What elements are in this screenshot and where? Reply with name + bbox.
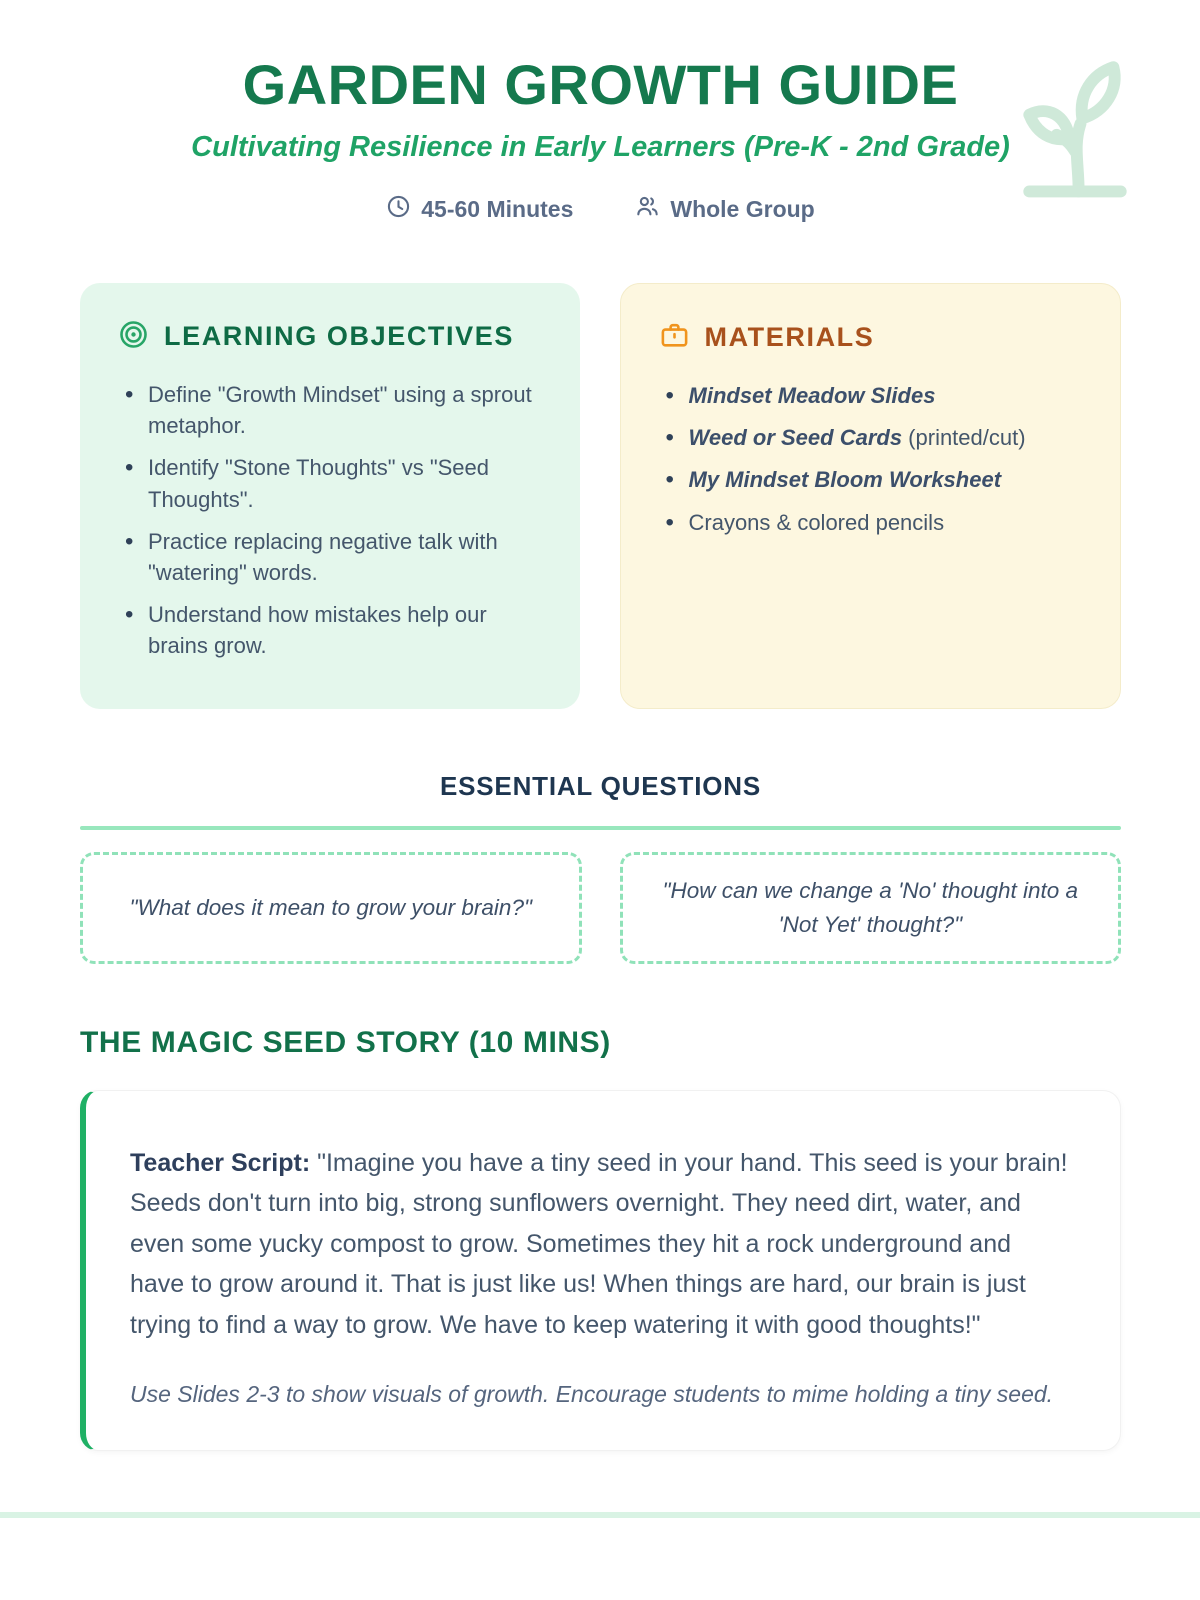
teacher-script-card [80, 1090, 1121, 1452]
clock-icon [386, 194, 411, 225]
page-title: GARDEN GROWTH GUIDE [242, 53, 959, 116]
question-text: "How can we change a 'No' thought into a 'Not Yet' thought?" [662, 877, 1079, 937]
grouping-meta [635, 194, 814, 225]
duration-meta [386, 194, 573, 225]
objectives-list [118, 379, 542, 662]
material-item [659, 507, 1083, 538]
page-bottom-divider [0, 1512, 1200, 1518]
info-boxes [80, 283, 1121, 709]
question-text: "What does it mean to grow your brain?" [129, 894, 532, 920]
material-name: Weed or Seed Cards [688, 425, 903, 451]
materials-box [620, 283, 1122, 709]
duration-label: 45-60 Minutes [421, 195, 574, 222]
learning-objectives-box [80, 283, 580, 709]
teacher-script-note: Use Slides 2-3 to show visuals of growth. Encourage students to mime holding a tiny seed. [130, 1381, 1054, 1408]
story-heading: THE MAGIC SEED STORY (10 MINS) [80, 1025, 611, 1059]
target-icon [118, 319, 149, 355]
teacher-script-paragraph [130, 1143, 1072, 1346]
header [80, 53, 1121, 225]
essential-questions-row [80, 852, 1121, 964]
essential-questions-heading: ESSENTIAL QUESTIONS [440, 770, 761, 801]
page-subtitle: Cultivating Resilience in Early Learners (Pre-K - 2nd Grade) [191, 130, 1010, 163]
question-card [620, 852, 1122, 964]
objective-item: • Practice replacing negative talk with "watering" words. [118, 526, 542, 588]
grouping-label: Whole Group [670, 195, 815, 222]
objective-item: • Understand how mistakes help our brains grow. [118, 599, 542, 661]
users-icon [635, 194, 660, 225]
section-divider [80, 826, 1121, 830]
magic-seed-story-section [80, 1026, 1121, 1452]
meta-row [80, 194, 1121, 225]
question-card [80, 852, 582, 964]
teacher-script-label: Teacher Script: [130, 1148, 311, 1177]
material-name: My Mindset Bloom Worksheet [688, 467, 1002, 493]
materials-title: MATERIALS [704, 322, 875, 353]
material-item [659, 380, 1083, 411]
material-item [659, 464, 1083, 495]
briefcase-icon [659, 320, 690, 356]
material-note: (printed/cut) [902, 425, 1026, 451]
objectives-title: LEARNING OBJECTIVES [164, 321, 514, 352]
essential-questions-section [80, 771, 1121, 964]
materials-list [659, 380, 1083, 538]
material-note: Crayons & colored pencils [688, 509, 945, 535]
material-name: Mindset Meadow Slides [688, 382, 936, 408]
material-item [659, 422, 1083, 453]
objective-item: • Identify "Stone Thoughts" vs "Seed Thoughts". [118, 452, 542, 514]
objective-item: • Define "Growth Mindset" using a sprout metaphor. [118, 379, 542, 441]
teacher-script-text: "Imagine you have a tiny seed in your hand. This seed is your brain! Seeds don't turn into big, strong sunflowers overnight. They need dirt, water, and even some yucky compost to grow. Sometimes they hit a rock underground and have to grow around it. That is just like us! When things are hard, our brain is just trying to find a way to grow. We have to keep watering it with good thoughts!" [130, 1148, 1068, 1339]
sprout-icon [1011, 58, 1139, 208]
objectives-header [118, 319, 542, 355]
materials-header [659, 320, 1083, 356]
